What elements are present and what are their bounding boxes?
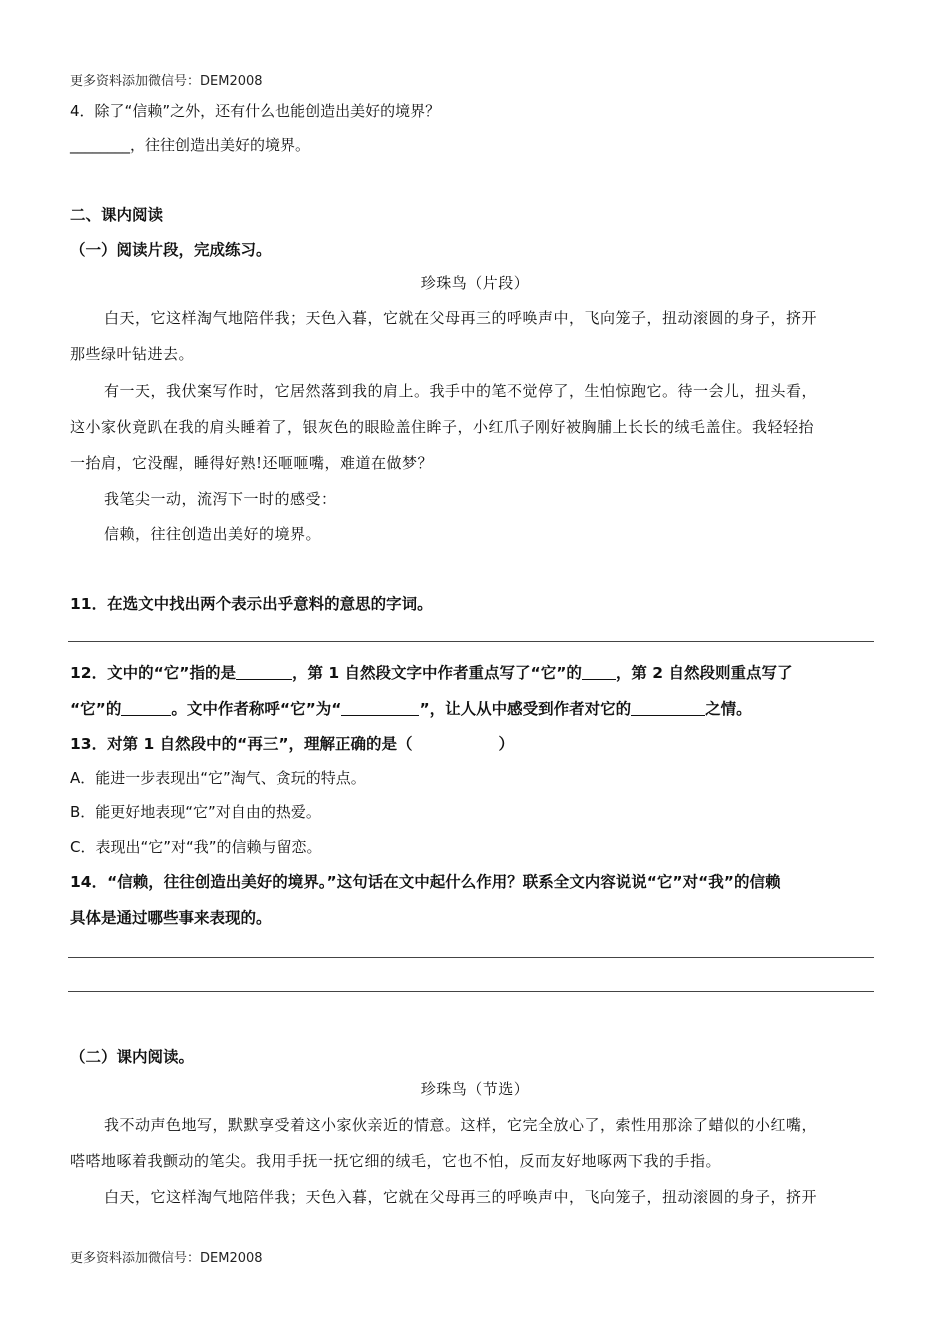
- question-13: [70, 732, 514, 754]
- question-13-stem-end: ）: [498, 735, 515, 753]
- fill-blank[interactable]: [121, 700, 171, 717]
- answer-line[interactable]: [68, 641, 874, 642]
- passage-1-line: 信赖，往往创造出美好的境界。: [104, 525, 322, 543]
- part-2-title: （二）课内阅读。: [70, 1048, 195, 1066]
- passage-2-title: 珍珠鸟（节选）: [420, 1080, 530, 1098]
- passage-1-line: 那些绿叶钻进去。: [70, 345, 195, 363]
- question-12-text: 。文中作者称呼“它”为“: [171, 700, 342, 718]
- question-14-line-1: 14．“信赖，往往创造出美好的境界。”这句话在文中起什么作用？联系全文内容说说“它”对“我”的信赖: [70, 873, 781, 891]
- passage-2-line: 白天，它这样淘气地陪伴我；天色入暮，它就在父母再三的呼唤声中，飞向笼子，扭动滚圆的身子，挤开: [104, 1188, 818, 1206]
- question-12-text: “它”的: [70, 700, 122, 718]
- question-12-text: ，第 2 自然段则重点写了: [615, 664, 793, 682]
- passage-2-line: 嗒嗒地啄着我颤动的笔尖。我用手抚一抚它细的绒毛，它也不怕，反而友好地啄两下我的手指。: [70, 1152, 722, 1170]
- passage-1-line: 有一天，我伏案写作时，它居然落到我的肩上。我手中的笔不觉停了，生怕惊跑它。待一会儿，扭头看，: [104, 382, 818, 400]
- footer-watermark-bottom: 更多资料添加微信号：DEM2008: [70, 1251, 263, 1266]
- option-b[interactable]: B．能更好地表现“它”对自由的热爱。: [70, 803, 321, 821]
- part-1-title: （一）阅读片段，完成练习。: [70, 241, 272, 259]
- fill-blank[interactable]: [631, 700, 705, 717]
- answer-line[interactable]: [68, 957, 874, 958]
- fill-blank[interactable]: [582, 664, 616, 681]
- passage-1-line: 这小家伙竟趴在我的肩头睡着了，银灰色的眼睑盖住眸子，小红爪子刚好被胸脯上长长的绒毛盖住。我轻轻抬: [70, 418, 815, 436]
- question-4-answer-line: ________，往往创造出美好的境界。: [70, 136, 311, 154]
- passage-1-line: 一抬肩，它没醒，睡得好熟!还咂咂嘴，难道在做梦？: [70, 454, 434, 472]
- section-title-reading: 二、课内阅读: [70, 206, 164, 224]
- passage-2-line: 我不动声色地写，默默享受着这小家伙亲近的情意。这样，它完全放心了，索性用那涂了蜡似的小红嘴，: [104, 1116, 818, 1134]
- question-12-line-1: [70, 661, 793, 683]
- question-4: 4．除了“信赖”之外，还有什么也能创造出美好的境界？: [70, 102, 441, 120]
- option-a[interactable]: A．能进一步表现出“它”淘气、贪玩的特点。: [70, 769, 366, 787]
- question-12-text: 之情。: [705, 700, 752, 718]
- fill-blank[interactable]: [341, 700, 419, 717]
- passage-1-line: 我笔尖一动，流泻下一时的感受：: [104, 490, 337, 508]
- question-14-line-2: 具体是通过哪些事来表现的。: [70, 909, 272, 927]
- answer-line[interactable]: [68, 991, 874, 992]
- question-11: 11．在选文中找出两个表示出乎意料的意思的字词。: [70, 595, 433, 613]
- header-watermark-top: 更多资料添加微信号：DEM2008: [70, 74, 263, 89]
- fill-blank[interactable]: [236, 664, 292, 681]
- question-13-stem: 13．对第 1 自然段中的“再三”，理解正确的是（: [70, 735, 413, 753]
- option-c[interactable]: C．表现出“它”对“我”的信赖与留恋。: [70, 838, 322, 856]
- question-12-line-2: [70, 697, 752, 719]
- question-12-text: ”，让人从中感受到作者对它的: [419, 700, 632, 718]
- question-12-text: 12．文中的“它”指的是: [70, 664, 236, 682]
- passage-1-line: 白天，它这样淘气地陪伴我；天色入暮，它就在父母再三的呼唤声中，飞向笼子，扭动滚圆的身子，挤开: [104, 309, 818, 327]
- question-12-text: ，第 1 自然段文字中作者重点写了“它”的: [291, 664, 582, 682]
- passage-1-title: 珍珠鸟（片段）: [420, 274, 530, 292]
